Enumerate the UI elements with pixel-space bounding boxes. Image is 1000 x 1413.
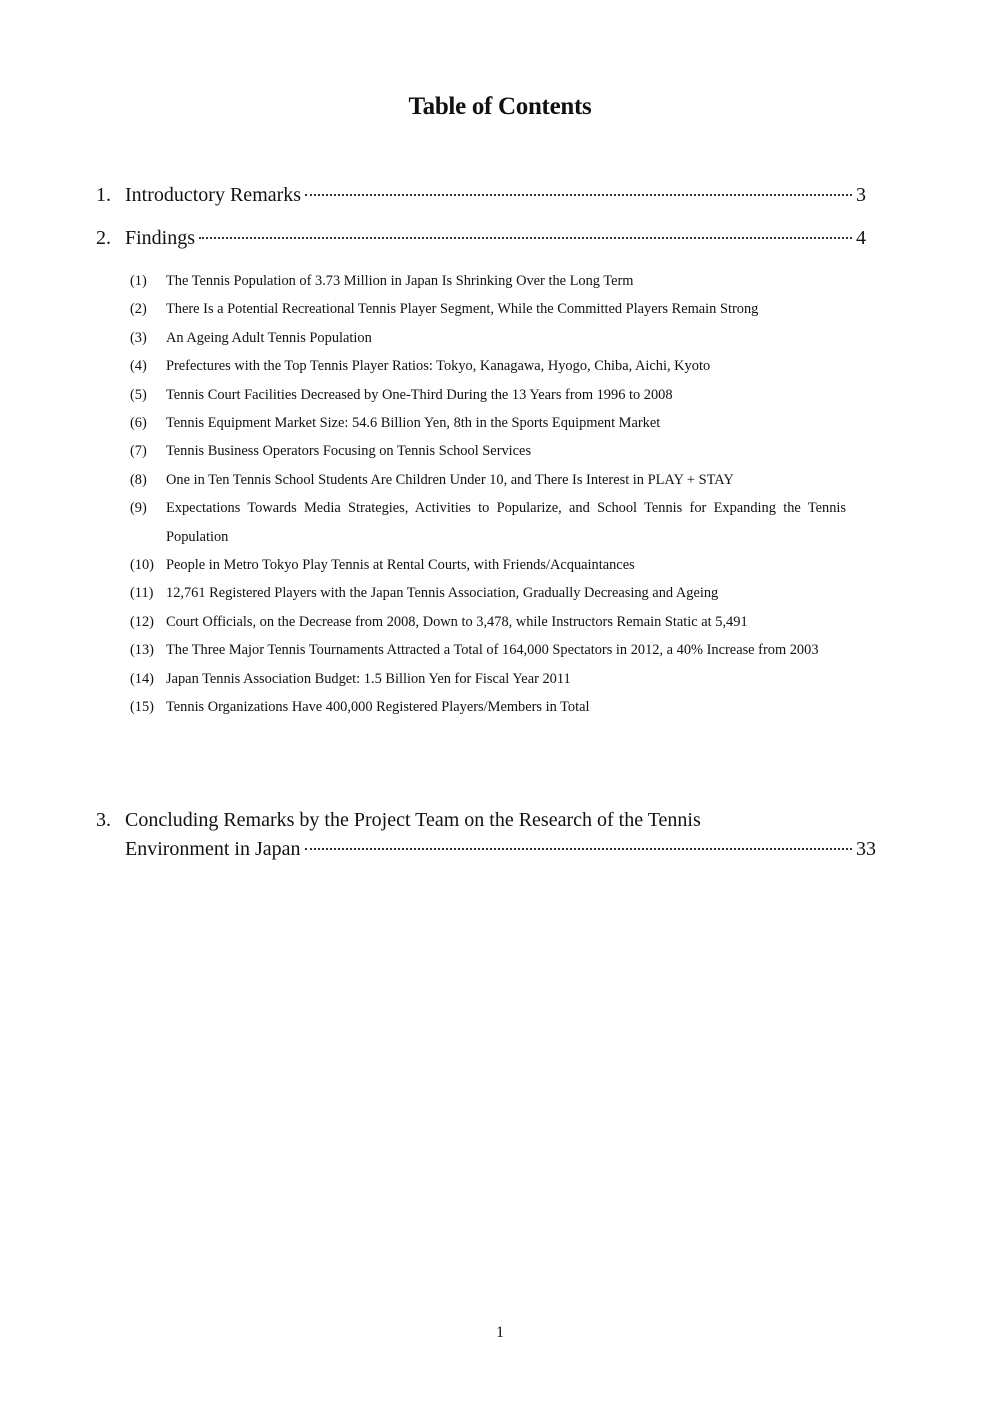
finding-number: (5) (130, 386, 147, 403)
dot-leader (305, 194, 852, 196)
finding-item[interactable] (130, 466, 846, 494)
finding-item[interactable] (130, 352, 846, 380)
finding-item[interactable] (130, 608, 846, 636)
dot-leader (199, 237, 852, 239)
finding-text: Prefectures with the Top Tennis Player Ratios: Tokyo, Kanagawa, Hyogo, Chiba, Aichi, Kyoto (166, 358, 711, 375)
dot-leader (305, 848, 852, 850)
section-label-line1: Concluding Remarks by the Project Team on the Research of the Tennis (125, 809, 701, 831)
finding-text: An Ageing Adult Tennis Population (166, 329, 372, 346)
finding-number: (1) (130, 273, 147, 289)
finding-number: (4) (130, 358, 147, 375)
section-number: 3. (96, 809, 111, 831)
finding-item[interactable] (130, 579, 846, 607)
section-label: Findings (125, 227, 196, 249)
finding-number: (13) (130, 642, 154, 659)
finding-text: Japan Tennis Association Budget: 1.5 Billion Yen for Fiscal Year 2011 (166, 670, 571, 687)
finding-number: (3) (130, 329, 147, 346)
section-number: 1. (96, 184, 111, 206)
page-number: 1 (496, 1324, 504, 1341)
finding-text: 12,761 Registered Players with the Japan Tennis Association, Gradually Decreasing and Ageing (166, 585, 719, 602)
section-page: 3 (856, 184, 866, 206)
finding-text: Tennis Business Operators Focusing on Tennis School Services (166, 443, 532, 460)
finding-item[interactable] (130, 324, 846, 352)
finding-number: (8) (130, 471, 147, 488)
page-title: Table of Contents (408, 93, 592, 120)
finding-text: There Is a Potential Recreational Tennis Player Segment, While the Committed Players Remain Strong (166, 301, 759, 318)
finding-text: One in Ten Tennis School Students Are Children Under 10, and There Is Interest in PLAY + STAY (166, 471, 734, 488)
finding-number: (15) (130, 699, 154, 716)
finding-item[interactable] (130, 551, 846, 579)
section-page: 4 (856, 227, 866, 249)
finding-text: The Three Major Tennis Tournaments Attracted a Total of 164,000 Spectators in 2012, a 40% Increase from 2003 (166, 642, 819, 659)
section-label: Introductory Remarks (125, 184, 302, 206)
finding-text: Expectations Towards Media Strategies, Activities to Popularize, and School Tennis for Expanding the Tennis Population (166, 500, 846, 545)
finding-text: Tennis Court Facilities Decreased by One-Third During the 13 Years from 1996 to 2008 (166, 386, 673, 403)
section-label-line2: Environment in Japan (125, 838, 301, 860)
finding-item[interactable] (130, 409, 846, 437)
finding-item[interactable] (130, 636, 846, 664)
finding-item[interactable] (130, 665, 846, 693)
finding-number: (9) (130, 500, 147, 517)
section-page: 33 (856, 838, 876, 860)
toc-entry-concluding-remarks[interactable] (96, 806, 876, 864)
finding-item[interactable] (130, 295, 846, 323)
finding-item[interactable] (130, 494, 846, 551)
finding-number: (6) (130, 415, 147, 432)
finding-item[interactable] (130, 381, 846, 409)
finding-number: (12) (130, 613, 154, 630)
finding-number: (11) (130, 585, 154, 602)
toc-entry-introductory-remarks[interactable] (96, 180, 866, 210)
finding-item[interactable] (130, 437, 846, 465)
findings-list (130, 267, 846, 722)
finding-text: The Tennis Population of 3.73 Million in Japan Is Shrinking Over the Long Term (166, 273, 634, 289)
toc-entry-findings[interactable] (96, 223, 866, 253)
finding-text: Tennis Organizations Have 400,000 Registered Players/Members in Total (166, 699, 590, 716)
finding-number: (2) (130, 301, 147, 318)
section-number: 2. (96, 227, 111, 249)
finding-number: (14) (130, 670, 154, 687)
finding-text: Court Officials, on the Decrease from 2008, Down to 3,478, while Instructors Remain Static at 5,491 (166, 613, 748, 630)
finding-number: (7) (130, 443, 147, 460)
finding-text: People in Metro Tokyo Play Tennis at Rental Courts, with Friends/Acquaintances (166, 557, 635, 574)
finding-item[interactable] (130, 267, 846, 295)
finding-item[interactable] (130, 693, 846, 721)
finding-number: (10) (130, 557, 154, 574)
finding-text: Tennis Equipment Market Size: 54.6 Billion Yen, 8th in the Sports Equipment Market (166, 415, 661, 432)
